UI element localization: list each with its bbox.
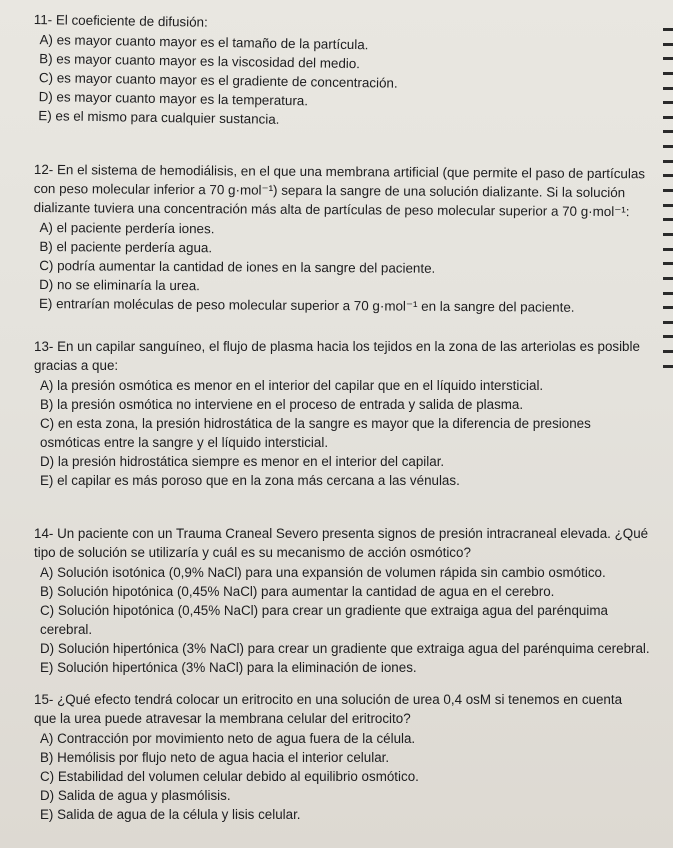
- question-11-option-d: D) es mayor cuanto mayor es la temperatura.: [38, 89, 309, 109]
- question-14-option-c: C) Solución hipotónica (0,45% NaCl) para crear un gradiente que extraiga agua del parénquima cerebral.: [40, 603, 608, 637]
- question-11-option-b: B) es mayor cuanto mayor es la viscosidad del medio.: [39, 51, 361, 72]
- question-13-stem: 13- En un capilar sanguíneo, el flujo de plasma hacia los tejidos en la zona de las arteriolas es posible gracias a que:: [34, 339, 640, 373]
- question-15-option-a: A) Contracción por movimiento neto de agua fuera de la célula.: [40, 731, 416, 746]
- question-14-option-b: B) Solución hipotónica (0,45% NaCl) para aumentar la cantidad de agua en el cerebro.: [40, 584, 555, 599]
- question-12-stem: 12- En el sistema de hemodiálisis, en el que una membrana artificial (que permite el paso de partículas con peso molecular inferior a 70 g·mol⁻¹) separa la sangre de una solución dializante. Si la solución dializante tuviera una concentración más alta de partículas de peso molecular superior a 70 g·mol⁻¹:: [33, 161, 646, 220]
- question-15-option-c: C) Estabilidad del volumen celular debido al equilibrio osmótico.: [40, 769, 419, 784]
- question-12-option-c: C) podría aumentar la cantidad de iones en la sangre del paciente.: [39, 258, 436, 276]
- question-13: [34, 337, 649, 490]
- question-15-option-d: D) Salida de agua y plasmólisis.: [40, 788, 231, 803]
- question-15-stem: 15- ¿Qué efecto tendrá colocar un eritrocito en una solución de urea 0,4 osM si tenemos en cuenta que la urea puede atravesar la membrana celular del eritrocito?: [34, 692, 623, 726]
- binding-edge-marks: [661, 28, 673, 368]
- question-11-option-a: A) es mayor cuanto mayor es el tamaño de la partícula.: [39, 32, 369, 53]
- question-14-option-e: E) Solución hipertónica (3% NaCl) para la eliminación de iones.: [40, 660, 417, 675]
- question-13-option-a: A) la presión osmótica es menor en el interior del capilar que en el líquido intersticial.: [40, 378, 544, 393]
- question-11-stem: 11- El coeficiente de difusión:: [33, 11, 208, 30]
- question-15-option-b: B) Hemólisis por flujo neto de agua hacia el interior celular.: [40, 750, 390, 765]
- question-15: [34, 690, 644, 824]
- question-14-option-d: D) Solución hipertónica (3% NaCl) para crear un gradiente que extraiga agua del parénquima cerebral.: [40, 641, 650, 656]
- question-14-stem: 14- Un paciente con un Trauma Craneal Severo presenta signos de presión intracraneal elevada. ¿Qué tipo de solución se utilizaría y cuál es su mecanismo de acción osmótico?: [34, 526, 649, 560]
- question-14: [34, 524, 656, 677]
- question-12-option-d: D) no se eliminaría la urea.: [39, 277, 200, 294]
- question-13-option-c: C) en esta zona, la presión hidrostática de la sangre es mayor que la diferencia de presiones osmóticas entre la sangre y el líquido intersticial.: [40, 416, 591, 450]
- question-15-option-e: E) Salida de agua de la célula y lisis celular.: [40, 807, 301, 822]
- question-13-option-b: B) la presión osmótica no interviene en el proceso de entrada y salida de plasma.: [40, 397, 524, 412]
- question-11: [32, 10, 644, 135]
- question-11-option-e: E) es el mismo para cualquier sustancia.: [38, 108, 280, 127]
- question-11-option-c: C) es mayor cuanto mayor es el gradiente de concentración.: [38, 70, 398, 91]
- question-13-option-d: D) la presión hidrostática siempre es menor en el interior del capilar.: [40, 454, 445, 469]
- question-13-option-e: E) el capilar es más poroso que en la zona más cercana a las vénulas.: [40, 473, 460, 488]
- question-12-option-b: B) el paciente perdería agua.: [39, 239, 213, 256]
- question-12-option-a: A) el paciente perdería iones.: [39, 220, 215, 237]
- question-12-option-e: E) entrarían moléculas de peso molecular superior a 70 g·mol⁻¹ en la sangre del paciente.: [38, 296, 575, 315]
- question-12: [33, 160, 654, 317]
- question-14-option-a: A) Solución isotónica (0,9% NaCl) para una expansión de volumen rápida sin cambio osmótico.: [40, 565, 606, 580]
